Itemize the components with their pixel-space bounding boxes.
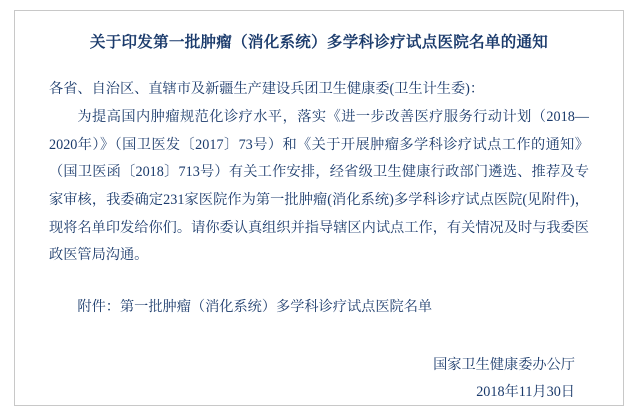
document-content <box>15 11 623 405</box>
document-title: 关于印发第一批肿瘤（消化系统）多学科诊疗试点医院名单的通知 <box>89 34 549 51</box>
document-frame <box>14 10 624 406</box>
main-paragraph: 为提高国内肿瘤规范化诊疗水平，落实《进一步改善医疗服务行动计划（2018—2020年）》（国卫医发〔2017〕73号）和《关于开展肿瘤多学科诊疗试点工作的通知》（国卫医函〔2018〕713号）有关工作安排，经省级卫生健康行政部门遴选、推荐及专家审核，我委确定231家医院作为第一批肿瘤(消化系统)多学科诊疗试点医院(见附件)，现将名单印发给你们。请你委认真组织并指导辖区内试点工作，有关情况及时与我委医政医管局沟通。 <box>49 108 589 264</box>
attachment-line: 附件：第一批肿瘤（消化系统）多学科诊疗试点医院名单 <box>77 299 433 316</box>
salutation-paragraph: 各省、自治区、直辖市及新疆生产建设兵团卫生健康委(卫生计生委)： <box>49 81 485 98</box>
signature-date: 2018年11月30日 <box>476 383 575 400</box>
signature-organization: 国家卫生健康委办公厅 <box>433 356 575 373</box>
signature-block <box>49 352 589 406</box>
document-body <box>49 76 589 322</box>
